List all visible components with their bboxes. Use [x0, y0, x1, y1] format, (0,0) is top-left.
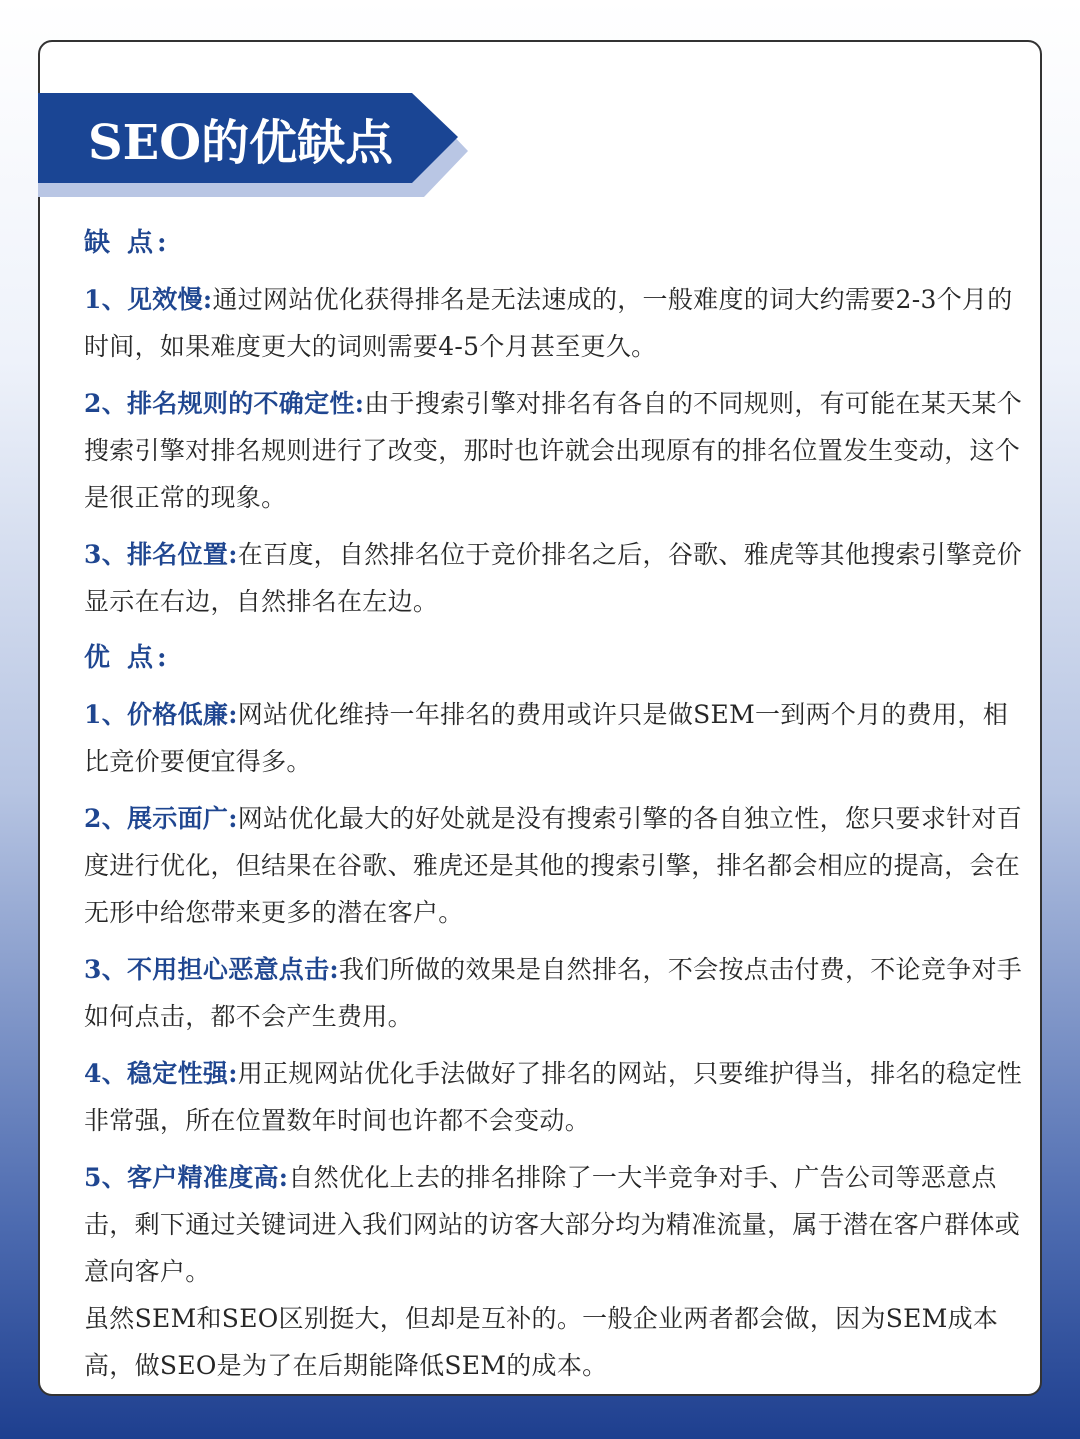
- advantages-heading: 优 点:: [84, 643, 171, 673]
- disadvantage-item-3: [84, 531, 1024, 625]
- article-body: [84, 220, 1024, 1389]
- advantage-label-4: 4、稳定性强:: [84, 1059, 238, 1088]
- advantage-text-5: 自然优化上去的排名排除了一大半竞争对手、广告公司等恶意点击，剩下通过关键词进入我们网站的访客大部分均为精准流量，属于潜在客户群体或意向客户。: [84, 1163, 1021, 1286]
- closing-paragraph: 虽然SEM和SEO区别挺大，但却是互补的。一般企业两者都会做，因为SEM成本高，做SEO是为了在后期能降低SEM的成本。: [84, 1304, 999, 1380]
- advantage-label-1: 1、价格低廉:: [84, 700, 238, 729]
- advantage-item-2: [84, 795, 1024, 936]
- disadvantage-text-3: 在百度，自然排名位于竞价排名之后，谷歌、雅虎等其他搜索引擎竞价显示在右边，自然排名在左边。: [84, 540, 1023, 616]
- advantage-label-5: 5、客户精准度高:: [84, 1163, 289, 1192]
- advantage-item-1: [84, 691, 1024, 785]
- advantage-item-3: [84, 946, 1024, 1040]
- advantage-text-4: 用正规网站优化手法做好了排名的网站，只要维护得当，排名的稳定性非常强，所在位置数年时间也许都不会变动。: [84, 1059, 1023, 1135]
- title-banner: [38, 93, 468, 203]
- disadvantages-heading: 缺 点:: [84, 228, 171, 258]
- advantage-text-2: 网站优化最大的好处就是没有搜索引擎的各自独立性，您只要求针对百度进行优化，但结果在谷歌、雅虎还是其他的搜索引擎，排名都会相应的提高，会在无形中给您带来更多的潜在客户。: [84, 804, 1023, 927]
- disadvantage-label-3: 3、排名位置:: [84, 540, 238, 569]
- disadvantage-text-1: 通过网站优化获得排名是无法速成的，一般难度的词大约需要2-3个月的时间，如果难度更大的词则需要4-5个月甚至更久。: [84, 285, 1013, 361]
- disadvantage-label-2: 2、排名规则的不确定性:: [84, 389, 365, 418]
- advantage-item-5: [84, 1154, 1024, 1295]
- disadvantage-text-2: 由于搜索引擎对排名有各自的不同规则，有可能在某天某个搜索引擎对排名规则进行了改变，那时也许就会出现原有的排名位置发生变动，这个是很正常的现象。: [84, 389, 1023, 512]
- disadvantage-item-2: [84, 380, 1024, 521]
- disadvantage-item-1: [84, 276, 1024, 370]
- advantage-label-3: 3、不用担心恶意点击:: [84, 955, 339, 984]
- advantage-text-3: 我们所做的效果是自然排名，不会按点击付费，不论竞争对手如何点击，都不会产生费用。: [84, 955, 1023, 1031]
- advantage-item-4: [84, 1050, 1024, 1144]
- advantage-label-2: 2、展示面广:: [84, 804, 238, 833]
- disadvantage-label-1: 1、见效慢:: [84, 285, 213, 314]
- advantage-text-1: 网站优化维持一年排名的费用或许只是做SEM一到两个月的费用，相比竞价要便宜得多。: [84, 700, 1009, 776]
- page-title: SEO的优缺点: [88, 115, 394, 171]
